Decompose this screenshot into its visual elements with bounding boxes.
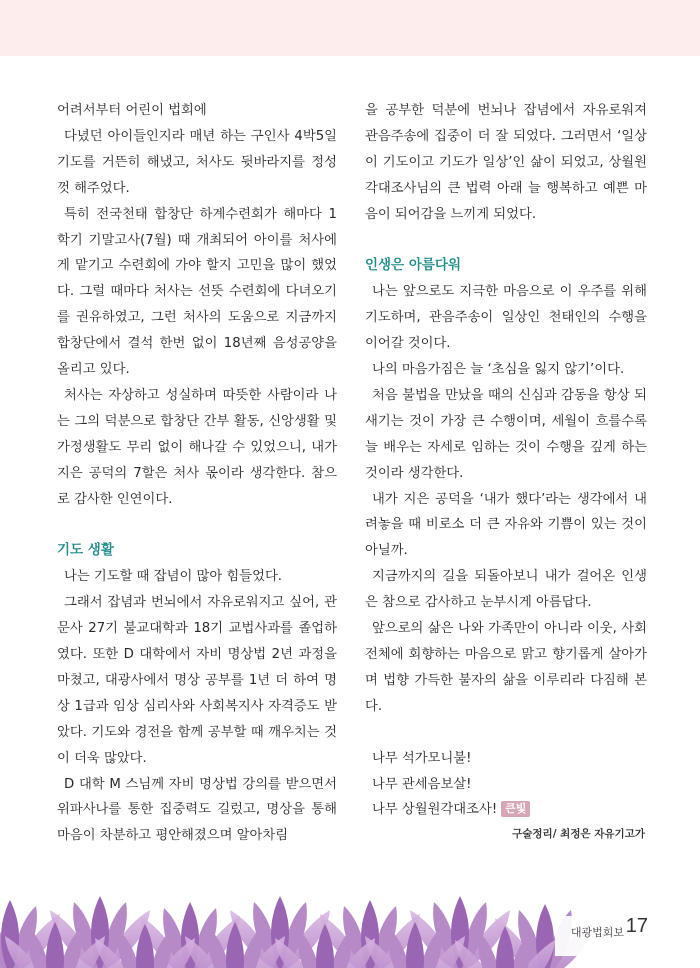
section-heading-prayer-life: 기도 생활 bbox=[57, 542, 114, 559]
section-heading-life-is-beautiful: 인생은 아름다워 bbox=[365, 257, 461, 274]
prayer-line bbox=[365, 797, 647, 823]
prayer-text: 나무 상월원각대조사! bbox=[372, 802, 498, 818]
spacer bbox=[57, 513, 337, 539]
paragraph: 나는 기도할 때 잡념이 많아 힘들었다. bbox=[64, 569, 283, 585]
paragraph: 어려서부터 어린이 법회에 bbox=[57, 103, 207, 118]
paragraph: 그래서 잡념과 번뇌에서 자유로워지고 싶어, 관문사 27기 불교대학과 18기 교법사과를 졸업하였다. 또한 D 대학에서 자비 명상법 2년 과정을 마쳤고, 대광사에서 명상 공부를 1년 더 하여 명상 1급과 임상 심리사와 사회복지사 자격증도 받았다. 기도와 경전을 함께 공부할 때 깨우치는 것이 더욱 많았다. bbox=[57, 595, 337, 766]
paragraph: 지금까지의 길을 되돌아보니 내가 걸어온 인생은 참으로 감사하고 눈부시게 아름답다. bbox=[365, 569, 647, 611]
left-column bbox=[57, 98, 337, 849]
author-credit: 구술정리/ 최정은 자유기고가 bbox=[512, 828, 645, 841]
paragraph: 을 공부한 덕분에 번뇌나 잡념에서 자유로워져 관음주송에 집중이 더 잘 되었다. 그러면서 ‘일상이 기도이고 기도가 일상’인 삶이 되었고, 상월원각대조사님의 큰 법력 아래 늘 행복하고 예쁜 마음이 되어감을 느끼게 되었다. bbox=[365, 103, 647, 222]
paragraph: 앞으로의 삶은 나와 가족만이 아니라 이웃, 사회 전체에 회향하는 마음으로 맑고 향기롭게 살아가며 법향 가득한 불자의 삶을 이루리라 다짐해 본다. bbox=[365, 621, 647, 714]
paragraph: D 대학 M 스님께 자비 명상법 강의를 받으면서 위파사나를 통한 집중력도 길렀고, 명상을 통해 마음이 차분하고 평안해졌으며 알아차림 bbox=[57, 776, 337, 844]
paragraph: 나는 앞으로도 지극한 마음으로 이 우주를 위해 기도하며, 관음주송이 일상인 천태인의 수행을 이어갈 것이다. bbox=[365, 284, 647, 352]
end-mark-badge: 큰빛 bbox=[501, 801, 530, 817]
page-number: 17 bbox=[625, 915, 648, 937]
spacer bbox=[365, 228, 647, 254]
right-column bbox=[365, 98, 647, 845]
paragraph: 나의 마음가짐은 늘 ‘초심을 잃지 않기’이다. bbox=[372, 362, 625, 378]
paragraph: 처음 불법을 만났을 때의 신심과 감동을 항상 되새기는 것이 가장 큰 수행이며, 세월이 흐를수록 늘 배우는 자세로 임하는 것이 수행을 깊게 하는 것이라 생각한다. bbox=[365, 387, 647, 481]
top-band bbox=[0, 0, 700, 56]
prayer-line: 나무 석가모니불! bbox=[372, 750, 472, 766]
publication-name: 대광법회보 bbox=[570, 926, 624, 939]
paragraph: 특히 전국천태 합창단 하계수련회가 해마다 1학기 기말고사(7월) 때 개최되어 아이를 처사에게 맡기고 수련회에 가야 할지 고민을 많이 했었다. 그럴 때마다 처사는 선뜻 수련회에 다녀오기를 권유하였고, 그런 처사의 도움으로 지금까지 합창단에서 결석 한번 없이 18년째 음성공양을 올리고 있다. bbox=[57, 206, 337, 378]
prayer-line: 나무 관세음보살! bbox=[372, 776, 472, 792]
spacer bbox=[365, 720, 647, 746]
paragraph: 다녔던 아이들인지라 매년 하는 구인사 4박5일 기도를 거뜬히 해냈고, 처사도 뒷바라지를 정성껏 해주었다. bbox=[57, 128, 337, 196]
paragraph: 처사는 자상하고 성실하며 따뜻한 사람이라 나는 그의 덕분으로 합창단 간부 활동, 신앙생활 및 가정생활도 무리 없이 해나갈 수 있었으니, 내가 지은 공덕의 7할은 처사 몫이라 생각한다. 참으로 감사한 인연이다. bbox=[57, 387, 337, 507]
paragraph: 내가 지은 공덕을 ‘내가 했다’라는 생각에서 내려놓을 때 비로소 더 큰 자유와 기쁨이 있는 것이 아닐까. bbox=[365, 491, 647, 559]
